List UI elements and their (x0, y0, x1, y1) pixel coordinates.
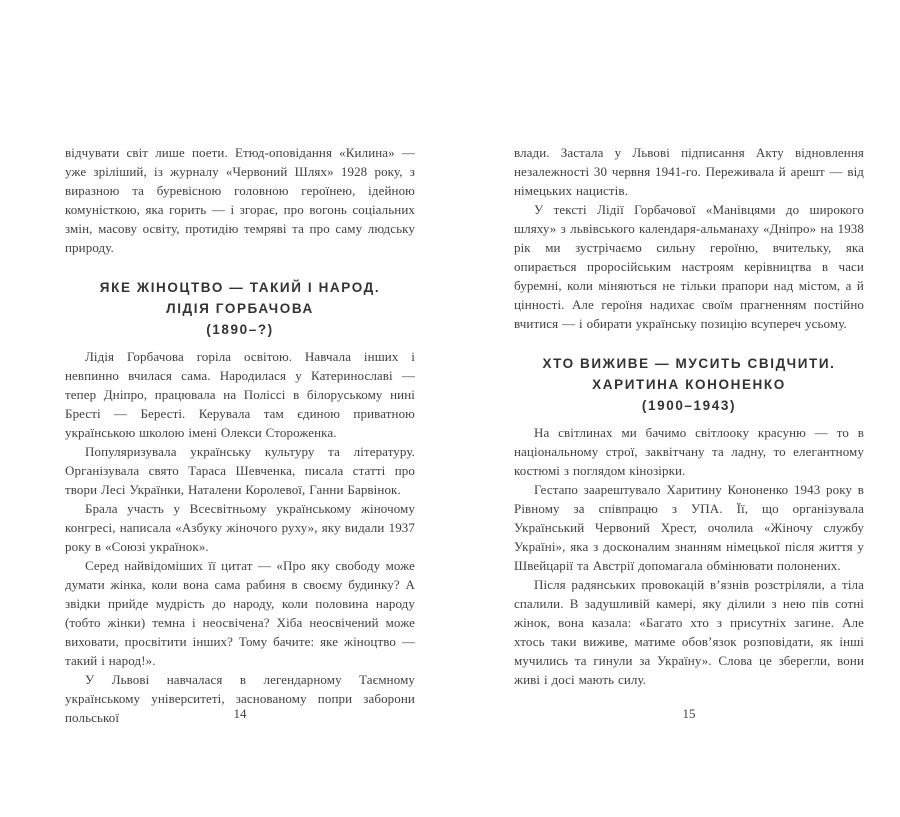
body-paragraph: відчувати світ лише поети. Етюд-оповідання «Килина» — уже зріліший, із журналу «Червоний Шлях» 1928 року, з виразною та буревісною головною героїнею, ідейною комуністкою, яка горить — і згорає, про вогонь соціальних змін, масову освіту, протидію темряві та про саму людську природу. (65, 145, 415, 255)
page-right (514, 143, 864, 689)
page-left-bottom-paragraphs (65, 347, 415, 727)
body-paragraph: У тексті Лідії Горбачової «Манівцями до широкого шляху» з львівського календаря-альманаху «Дніпро» на 1938 рік ми зустрічаємо сильну героїню, вчительку, яка опирається проросійським настроям керівництва в часи буремні, коли міняються не тільки прапори над містом, а й цінності. Але героїня надихає своїм прагненням постійно вчитися — і обирати українську позицію всупереч усьому. (514, 202, 864, 331)
body-paragraph: Популяризувала українську культуру та літературу. Організувала свято Тараса Шевченка, писала статті про твори Лесі Українки, Наталени Королевої, Ганни Барвінок. (65, 444, 415, 497)
body-paragraph: Гестапо заарештувало Харитину Кононенко 1943 року в Рівному за співпрацю з УПА. Її, що організувала Український Червоний Хрест, очолила «Жіночу службу Україні», яка з досконалим знанням німецької після життя у Швейцарії та Австрії допомагала обмінювати полонених. (514, 482, 864, 573)
page-left-top-paragraphs (65, 143, 415, 257)
heading-line: ХТО ВИЖИВЕ — МУСИТЬ СВІДЧИТИ. (542, 356, 836, 371)
body-paragraph: Після радянських провокацій в’язнів розстріляли, а тіла спалили. В задушливій камері, яку ділили з нею пів сотні жінок, вона казала: «Багато хто з присутніх загине. Але хтось таки виживе, матиме обов’язок розповідати, як інші мучились та гинули за Україну». Слова це зберегли, вони живі і досі мають силу. (514, 577, 864, 687)
page-number-left: 14 (233, 706, 247, 721)
heading-line: ЛІДІЯ ГОРБАЧОВА (166, 301, 314, 316)
body-paragraph: Брала участь у Всесвітньому українському жіночому конгресі, написала «Азбуку жіночого руху», яку видали 1937 року в «Союзі українок». (65, 501, 415, 554)
heading-line: (1890–?) (206, 322, 274, 337)
page-number-right: 15 (682, 706, 696, 721)
body-paragraph: Серед найвідоміших її цитат — «Про яку свободу може думати жінка, коли вона сама рабиня в своєму будинку? А звідки прийде мудрість до народу, коли половина народу (тобто жінки) темна і неосвічена? Хіба неосвічений може виховати, просвітити інших? Тому бачите: яке жіноцтво — такий і народ!». (65, 558, 415, 668)
page-left (65, 143, 415, 727)
body-paragraph: Лідія Горбачова горіла освітою. Навчала інших і невпинно вчилася сама. Народилася у Катеринославі — тепер Дніпро, працювала на Поліссі в білоруському нині Бресті — Бересті. Керувала там єдиною приватною українською школою імені Олекси Стороженка. (65, 349, 415, 440)
section-heading-kharytyna-kononenko (514, 353, 864, 416)
heading-line: ХАРИТИНА КОНОНЕНКО (592, 377, 786, 392)
body-paragraph: У Львові навчалася в легендарному Таємному українському університеті, заснованому попри заборони польської (65, 672, 415, 725)
heading-line: (1900–1943) (641, 398, 737, 413)
section-heading-lidiia-horbachova (65, 277, 415, 340)
page-right-top-paragraphs (514, 143, 864, 333)
body-paragraph: влади. Застала у Львові підписання Акту відновлення незалежності 30 червня 1941-го. Переживала й арешт — від німецьких нацистів. (514, 145, 864, 198)
heading-line: ЯКЕ ЖІНОЦТВО — ТАКИЙ І НАРОД. (99, 280, 381, 295)
page-right-bottom-paragraphs (514, 423, 864, 689)
body-paragraph: На світлинах ми бачимо світлооку красуню — то в національному строї, заквітчану та ладну, то елегантному костюмі з поглядом кінозірки. (514, 425, 864, 478)
